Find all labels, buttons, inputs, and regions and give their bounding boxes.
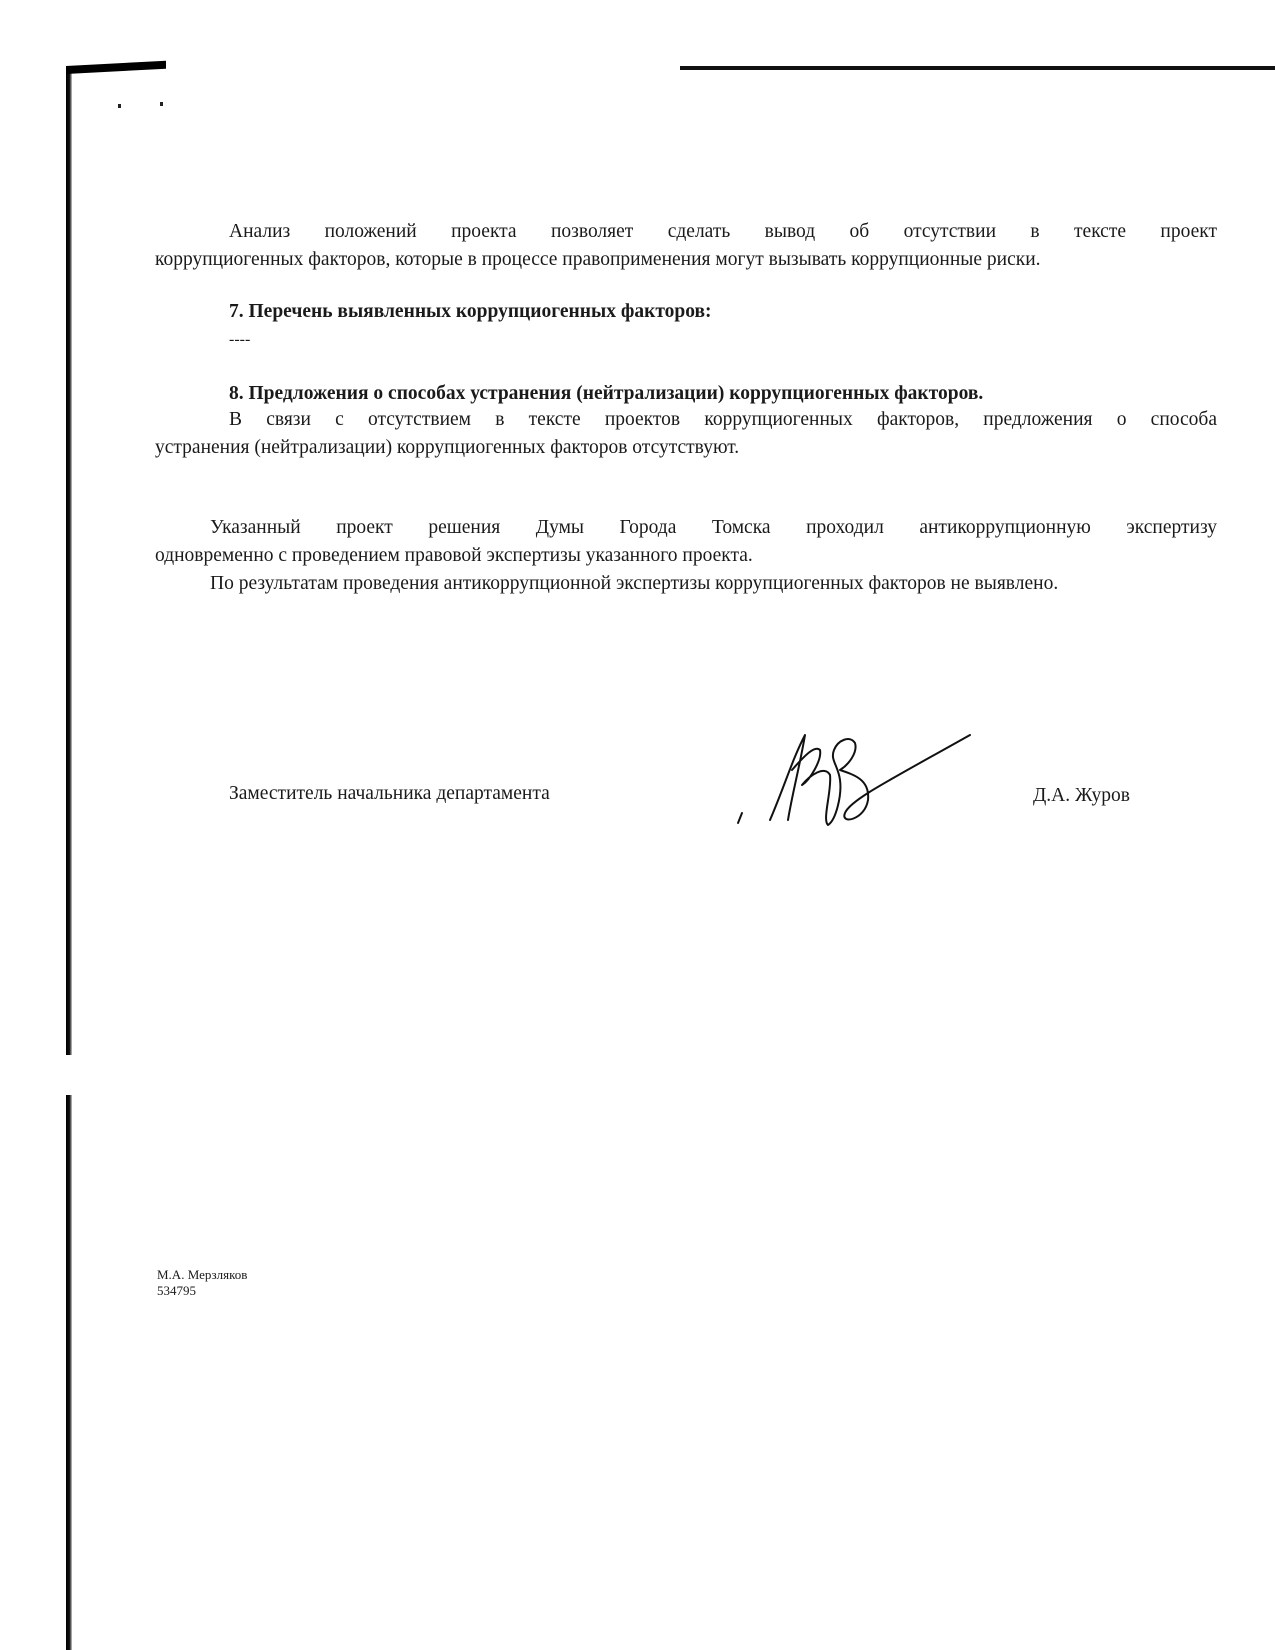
signatory-name: Д.А. Журов	[1033, 785, 1130, 806]
intro-line-2: коррупциогенных факторов, которые в процессе правоприменения могут вызывать коррупционные риски.	[155, 249, 1041, 270]
executor-phone: 534795	[157, 1283, 196, 1298]
intro-line-1: Анализ положений проекта позволяет сделать вывод об отсутствии в тексте проект	[229, 221, 1217, 242]
scan-top-left-edge	[66, 61, 166, 74]
intro-paragraph	[155, 218, 1217, 274]
conclusion-line-2: одновременно с проведением правовой экспертизы указанного проекта.	[155, 545, 753, 566]
conclusion-paragraph	[155, 514, 1217, 598]
section-7-value: ----	[229, 331, 251, 348]
section-8-paragraph	[155, 406, 1217, 462]
signatory-position: Заместитель начальника департамента	[229, 783, 550, 804]
scan-top-right-edge	[680, 66, 1275, 70]
conclusion-line-1: Указанный проект решения Думы Города Томска проходил антикоррупционную экспертизу	[210, 517, 1217, 538]
section-8-heading: 8. Предложения о способах устранения (нейтрализации) коррупциогенных факторов.	[229, 383, 984, 404]
section-8-line-2: устранения (нейтрализации) коррупциогенных факторов отсутствуют.	[155, 437, 740, 458]
scan-left-edge	[66, 70, 72, 1650]
handwritten-signature	[730, 725, 980, 835]
scan-edge-gap	[64, 1055, 74, 1095]
section-7-heading: 7. Перечень выявленных коррупциогенных факторов:	[229, 301, 712, 322]
scan-speck	[160, 102, 163, 106]
section-8-line-1: В связи с отсутствием в тексте проектов коррупциогенных факторов, предложения о способа	[229, 409, 1217, 430]
executor-name: М.А. Мерзляков	[157, 1267, 248, 1282]
scan-speck	[118, 104, 121, 108]
conclusion-line-3: По результатам проведения антикоррупционной экспертизы коррупциогенных факторов не выявлено.	[210, 573, 1059, 594]
